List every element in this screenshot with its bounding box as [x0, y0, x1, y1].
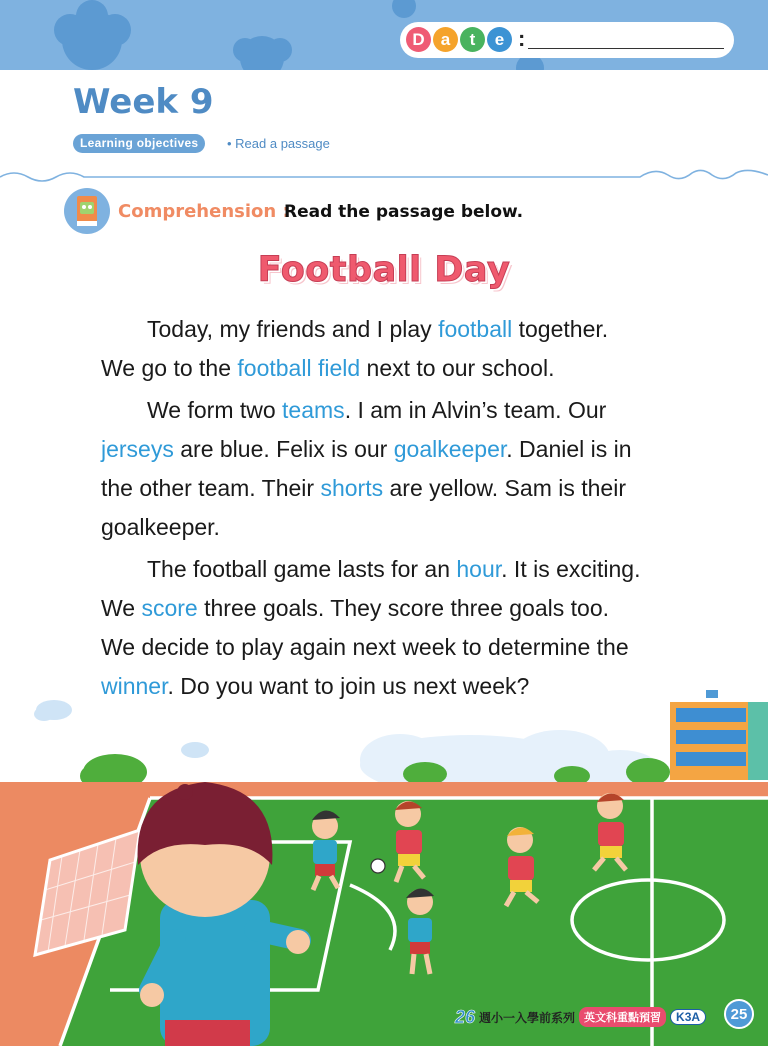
keyword: score — [141, 595, 198, 621]
book-icon — [64, 188, 110, 234]
date-letter: e — [487, 27, 512, 52]
date-field[interactable] — [400, 22, 734, 58]
passage-text: . Do you want to join us next week? — [167, 673, 530, 699]
passage-line — [101, 355, 554, 382]
school-building-icon — [670, 690, 768, 780]
date-colon: : — [518, 26, 526, 51]
date-letter: D — [406, 27, 431, 52]
page-number: 25 — [724, 999, 754, 1029]
passage-line — [147, 556, 640, 583]
subject-tag: 英文科重點預習 — [579, 1007, 666, 1027]
keyword: goalkeeper — [393, 436, 507, 462]
passage-line — [101, 595, 609, 622]
passage-line — [101, 514, 220, 541]
date-label — [406, 27, 512, 52]
keyword: hour — [456, 556, 502, 582]
date-letter: a — [433, 27, 458, 52]
keyword: winner — [101, 673, 168, 699]
passage-line — [147, 397, 606, 424]
football-field-illustration — [0, 690, 768, 1046]
keyword: football — [438, 316, 513, 342]
passage-text: together. — [512, 316, 609, 342]
passage-text: We go to the — [101, 355, 238, 381]
keyword: shorts — [320, 475, 384, 501]
passage-text: We decide to play again next week to determine the — [101, 634, 629, 660]
passage-text: We — [101, 595, 142, 621]
passage-text: next to our school. — [360, 355, 555, 381]
footer-series — [455, 1004, 706, 1030]
level-tag: K3A — [670, 1009, 706, 1025]
comprehension-label: Comprehension : — [118, 201, 290, 222]
passage-text: are blue. Felix is our — [173, 436, 394, 462]
passage-text: The football game lasts for an — [147, 556, 457, 582]
passage-text: the other team. Their — [101, 475, 321, 501]
keyword: football field — [237, 355, 361, 381]
passage-text: goalkeeper. — [101, 514, 220, 540]
passage-text: . It is exciting. — [501, 556, 641, 582]
learning-objectives-badge: Learning objectives — [73, 134, 205, 153]
passage-text: . Daniel is in — [506, 436, 632, 462]
wave-divider — [0, 165, 768, 187]
week-title: Week 9 — [73, 82, 214, 122]
passage-line — [101, 436, 632, 463]
passage-text: Today, my friends and I play — [147, 316, 439, 342]
date-letter: t — [460, 27, 485, 52]
passage-title: Football Day — [257, 250, 511, 290]
comprehension-instruction: Read the passage below. — [284, 202, 524, 222]
series-title: 週小一入學前系列 — [479, 1010, 576, 1025]
header-band — [0, 0, 768, 70]
passage-line — [147, 316, 608, 343]
passage-line — [101, 475, 626, 502]
passage-line — [101, 634, 629, 661]
football-icon — [371, 859, 385, 873]
keyword: jerseys — [101, 436, 174, 462]
objective-item: • Read a passage — [227, 136, 330, 151]
passage-text: . I am in Alvin’s team. Our — [344, 397, 607, 423]
passage-text: three goals. They score three goals too. — [197, 595, 609, 621]
passage-text: are yellow. Sam is their — [383, 475, 626, 501]
series-number: 26 — [455, 1006, 476, 1027]
keyword: teams — [282, 397, 345, 423]
date-write-line[interactable] — [528, 48, 724, 49]
passage-text: We form two — [147, 397, 283, 423]
